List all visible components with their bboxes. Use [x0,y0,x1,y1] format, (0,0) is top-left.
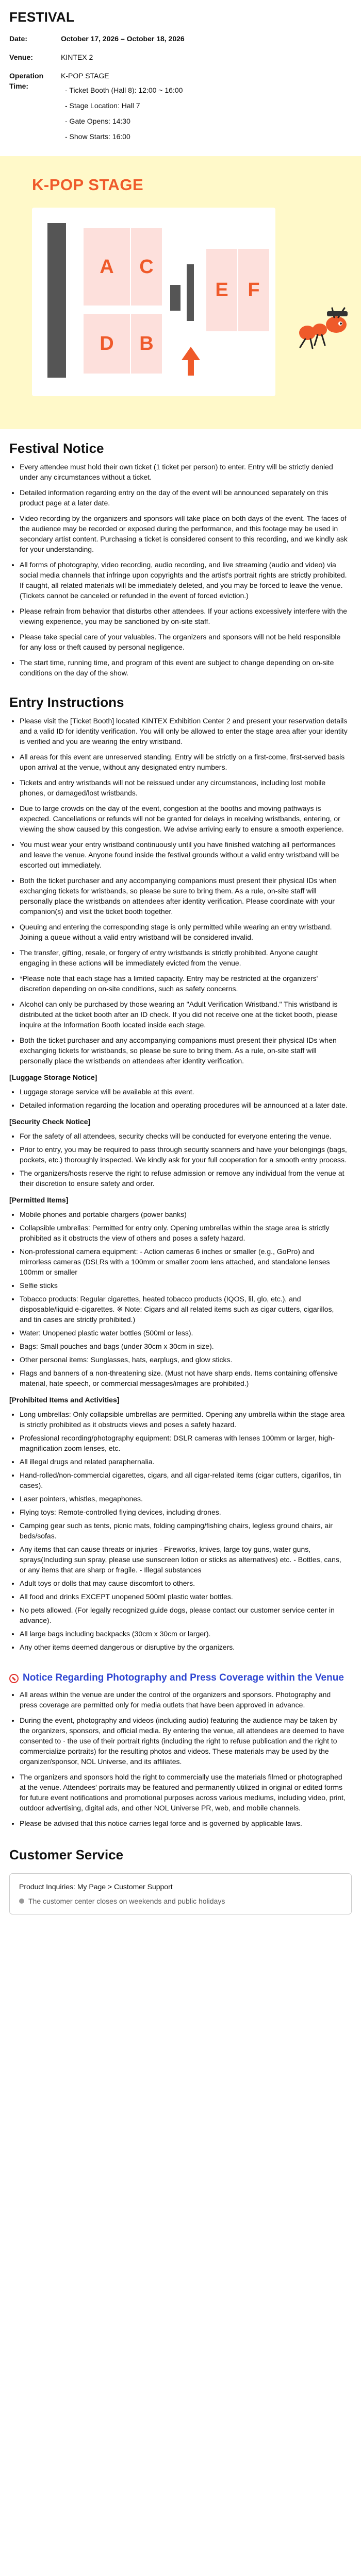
list-item: • Hand-rolled/non-commercial cigarettes, cigars, and all cigar-related items (cigar cutters, cigarillos, tin cases). [20,1470,348,1490]
list-item: • Any other items deemed dangerous or disruptive by the organizers. [20,1642,348,1652]
venue-row [9,52,352,62]
luggage-list [0,1087,361,1110]
zone-a: A [84,228,130,306]
list-item: • The start time, running time, and program of this event are subject to change depending on on-site conditions on the day of the show. [20,657,348,678]
list-item: • All illegal drugs and related paraphernalia. [20,1456,348,1467]
list-item: • Every attendee must hold their own ticket (1 ticket per person) to enter. Entry will be strictly denied under any circumstances without a ticket. [20,462,348,482]
prohibited-list [0,1409,361,1652]
list-item: • Alcohol can only be purchased by those wearing an "Adult Verification Wristband." This wristband is distributed at the ticket booth after an ID check. If you did not receive one at the ticket booth, please inquire at the Information Booth located inside each stage. [20,999,348,1030]
entry-section [0,683,361,1652]
entry-title: Entry Instructions [9,694,124,710]
stage-map [0,156,361,429]
optime-item: - Show Starts: 16:00 [65,132,130,141]
venue-value: KINTEX 2 [61,53,93,61]
list-item: • Flying toys: Remote-controlled flying devices, including drones. [20,1507,348,1517]
photo-notice-section [0,1655,361,1828]
optime-item: - Gate Opens: 14:30 [65,117,130,125]
optime-row [9,71,352,147]
list-item: • Please be advised that this notice carries legal force and is governed by applicable laws. [20,1818,348,1828]
main-stage-block [47,223,66,378]
photo-notice-list [0,1689,361,1828]
zone-c: C [131,228,162,306]
ant-mascot-icon [295,303,352,352]
list-item: • Any items that can cause threats or injuries - Fireworks, knives, large toy guns, water guns, sprays(Including sun spray, please use sunscreen lotion or sticks as alternatives) etc. - Bottles, cans, or any items that are sharp or fragile. - Illegal substances [20,1544,348,1575]
entry-list [0,716,361,1066]
date-label: Date: [9,35,28,43]
list-item: • All large bags including backpacks (30cm x 30cm or larger). [20,1629,348,1639]
map-title: K-POP STAGE [32,176,144,194]
zone-f: F [238,249,269,331]
permitted-title: [Permitted Items] [9,1196,69,1204]
list-item: • All areas within the venue are under the control of the organizers and sponsors. Photography and press coverage are permitted only for media outlets that have been approved in advance. [20,1689,348,1710]
list-item: • Please take special care of your valuables. The organizers and sponsors will not be held responsible for any loss or theft caused by personal negligence. [20,632,348,652]
list-item: • All areas for this event are unreserved standing. Entry will be strictly on a first-come, first-served basis upon arrival at the venue, without any designated entry numbers. [20,752,348,772]
security-title: [Security Check Notice] [9,1117,91,1126]
optime-item: - Ticket Booth (Hall 8): 12:00 ~ 16:00 [65,86,183,94]
festival-notice-list [0,462,361,678]
list-item: • For the safety of all attendees, security checks will be conducted for everyone entering the venue. [20,1131,348,1141]
list-item: • *Please note that each stage has a limited capacity. Entry may be restricted at the organizers' discretion depending on on-site conditions, such as safety concerns. [20,973,348,994]
list-item: • Queuing and entering the corresponding stage is only permitted while wearing an entry wristband. Joining a queue without a valid entry wristband will be considered invalid. [20,922,348,942]
photo-notice-heading [0,1667,361,1684]
permitted-list [0,1209,361,1388]
customer-service-title: Customer Service [9,1847,124,1862]
list-item: • Long umbrellas: Only collapsible umbrellas are permitted. Opening any umbrella within the stage area is strictly prohibited as it obstructs views and poses a safety hazard. [20,1409,348,1430]
list-item: • Please refrain from behavior that disturbs other attendees. If your actions excessively interfere with the viewing experience, you may be sanctioned by on-site staff. [20,606,348,626]
list-item: • The organizers/hosts reserve the right to refuse admission or remove any individual from the venue at their discretion to ensure safety and order. [20,1168,348,1189]
list-item: • Professional recording/photography equipment: DSLR cameras with lenses 100mm or larger, high-magnification zoom lenses, etc. [20,1433,348,1453]
optime-list [61,85,352,142]
event-info [0,33,361,147]
luggage-title: [Luggage Storage Notice] [9,1073,97,1081]
customer-service-box [9,1873,352,1914]
customer-service-section [0,1834,361,1914]
list-item: • Tobacco products: Regular cigarettes, heated tobacco products (IQOS, lil, glo, etc.), and disposable/liquid e-cigarettes. ※ Note: Cigars and all related items such as cigar cutters, cigarillos, and tin cases are strictly prohibited.) [20,1294,348,1325]
list-item: • Bags: Small pouches and bags (under 30cm x 30cm in size). [20,1341,348,1351]
list-item: • The organizers and sponsors hold the right to commercially use the materials filmed or photographed at the venue. Attendees' portraits may be featured and permanently utilized in original or edited forms for future event notifications and promotional purposes across various mediums, including video, print, outdoor advertising, digital ads, and other NOL Universe PR, web, and mobile channels. [20,1772,348,1813]
security-list [0,1131,361,1189]
list-item: • Both the ticket purchaser and any accompanying companions must present their physical IDs when exchanging tickets for wristbands, so please be sure to bring them. As a rule, on-site staff will personally place the wristbands on attendees after identity verification. Please coordinate with your companion(s) and visit the ticket booth together. [20,875,348,917]
list-item: • The transfer, gifting, resale, or forgery of entry wristbands is strictly prohibited. Anyone caught engaging in these actions will be immediately evicted from the venue. [20,947,348,968]
list-item: • Camping gear such as tents, picnic mats, folding camping/fishing chairs, legless ground chairs, air beds/sofas. [20,1520,348,1541]
optime-item: - Stage Location: Hall 7 [65,101,140,110]
list-item: • Mobile phones and portable chargers (power banks) [20,1209,348,1219]
list-item: • Collapsible umbrellas: Permitted for entry only. Opening umbrellas within the stage area is strictly prohibited as it obstructs the view of others and poses a safety hazard. [20,1223,348,1243]
list-item: • Other personal items: Sunglasses, hats, earplugs, and glow sticks. [20,1354,348,1365]
zone-b: B [131,314,162,374]
list-item: • Video recording by the organizers and sponsors will take place on both days of the event. The faces of the audience may be recorded or exposed during the performance, and this footage may be used in secondary artist content. Purchasing a ticket is considered consent to this recording, and we kindly ask for your understanding. [20,513,348,554]
list-item: • You must wear your entry wristband continuously until you have finished watching all performances and leave the venue. Anyone found inside the festival grounds without a valid entry wristband will be escorted out immediately. [20,839,348,870]
page-title: FESTIVAL [9,9,75,25]
zone-e: E [206,249,237,331]
side-block [187,264,194,321]
date-value: October 17, 2026 – October 18, 2026 [61,35,185,43]
list-item: • Adult toys or dolls that may cause discomfort to others. [20,1578,348,1588]
entrance-arrow-stem [188,360,194,376]
prohibited-title: [Prohibited Items and Activities] [9,1396,120,1404]
list-item: • Water: Unopened plastic water bottles (500ml or less). [20,1328,348,1338]
customer-hours: The customer center closes on weekends and public holidays [28,1897,225,1905]
list-item: • Flags and banners of a non-threatening size. (Must not have sharp ends. Items containing offensive material, hate speech, or commercial messages/images are prohibited.) [20,1368,348,1388]
list-item: • All food and drinks EXCEPT unopened 500ml plastic water bottles. [20,1591,348,1602]
prohibited-icon [9,1674,19,1683]
list-item: • All forms of photography, video recording, audio recording, and live streaming (audio and video) via social media channels that infringe upon copyrights and the artist's portrait rights are strictly prohibited. If caught, all related materials will be immediately deleted, and you may be forced to leave the venue. (Tickets cannot be canceled or refunded in the event of forced eviction.) [20,560,348,601]
list-item: • Tickets and entry wristbands will not be reissued under any circumstances, including lost mobile phones, or damaged/lost wristbands. [20,777,348,798]
venue-label: Venue: [9,53,33,61]
zone-d: D [84,314,130,374]
optime-main: K-POP STAGE [61,72,109,80]
photo-notice-title: Notice Regarding Photography and Press Coverage within the Venue [23,1672,344,1683]
list-item: • Prior to entry, you may be required to pass through security scanners and have your belongings (bags, pockets, etc.) thoroughly inspected. We kindly ask for your full cooperation for a smooth entry process. [20,1144,348,1165]
list-item: • Luggage storage service will be available at this event. [20,1087,348,1097]
festival-notice-section [0,429,361,678]
list-item: • Please visit the [Ticket Booth] located KINTEX Exhibition Center 2 and present your reservation details and a valid ID for identity verification. You will only be allowed to enter the stage area after your identity is verified and you are wearing the entry wristband. [20,716,348,747]
map-floor [32,208,275,396]
list-item: • Both the ticket purchaser and any accompanying companions must present their physical IDs when exchanging tickets for wristbands, so please be sure to bring them. As a rule, on-site staff will personally place the wristbands on attendees after identity verification. [20,1035,348,1066]
list-item: • Due to large crowds on the day of the event, congestion at the booths and moving pathways is expected. Cancellations or refunds will not be granted for delays in receiving wristbands, entering, or viewing the show caused by this congestion. We advise arriving early to ensure a smooth experience. [20,803,348,834]
optime-label: Operation Time: [9,72,44,90]
festival-notice-title: Festival Notice [9,440,104,456]
center-block [170,285,180,311]
list-item: • No pets allowed. (For legally recognized guide dogs, please contact our customer service center in advance). [20,1605,348,1625]
info-dot-icon [19,1899,24,1904]
date-row [9,33,352,44]
list-item: • Laser pointers, whistles, megaphones. [20,1494,348,1504]
list-item: • Selfie sticks [20,1280,348,1291]
list-item: • Detailed information regarding the location and operating procedures will be announced at a later date. [20,1100,348,1110]
customer-inquiry-link[interactable]: Product Inquiries: My Page > Customer Support [19,1883,173,1891]
entrance-arrow-icon [182,347,200,360]
list-item: • During the event, photography and videos (including audio) featuring the audience may be taken by the organizers, sponsors, and official media. By entering the venue, all attendees are deemed to have consented to · the use of their portrait rights (including the right to refuse publication and the right to commercialize portraits) for the resulting photos and videos. These materials may be used by the organizer/sponsor, NOL Universe, and its affiliates. [20,1715,348,1767]
list-item: • Non-professional camera equipment: - Action cameras 6 inches or smaller (e.g., GoPro) and mirrorless cameras (DSLRs with a 100mm or smaller zoom lens attached, and standalone lenses 100mm or smaller [20,1246,348,1277]
customer-hours-row [19,1895,342,1907]
list-item: • Detailed information regarding entry on the day of the event will be announced separately on this product page at a later date. [20,487,348,508]
